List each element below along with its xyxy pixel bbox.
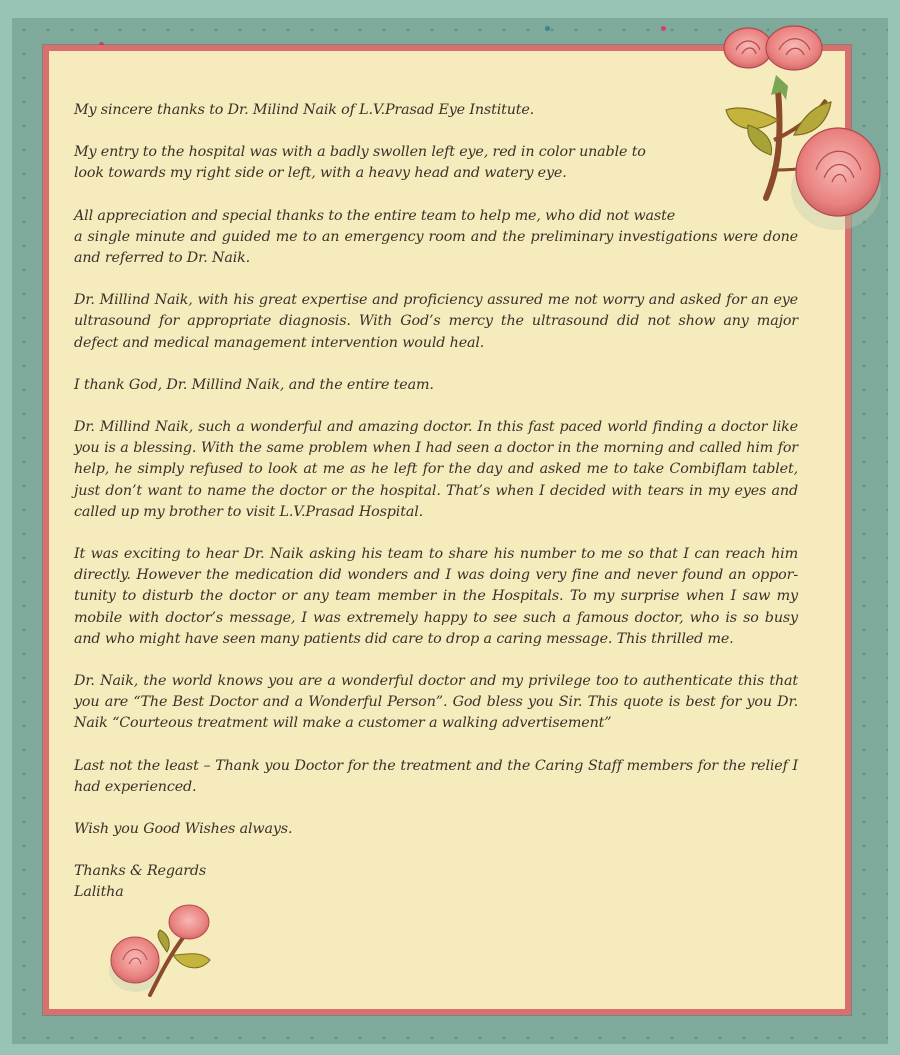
paragraph: I thank God, Dr. Millind Naik, and the entire team. [74,376,434,393]
paragraph: Dr. Naik, the world knows you are a wonderful doctor and my privilege too to authenticate this that you are “The Best Doctor and a Wonderful Person”. God bless you Sir. This quote is best for you Dr. Naik “Courteous treatment will make a customer a walking advertisement” [74,673,798,732]
paragraph-line: All appreciation and special thanks to the entire team to help me, who did not waste [74,207,676,224]
paragraph-line: a single minute and guided me to an emergency room and the preliminary investigations were done and referred to Dr. Naik. [74,228,798,267]
decorative-dot [545,26,550,31]
rose-bouquet-icon [105,900,230,1000]
letter-body [74,100,798,904]
paragraph: It was exciting to hear Dr. Naik asking his team to share his number to me so that I can reach him directly. However the medication did wonders and I was doing very fine and never found an oppor-tunity to disturb the doctor or any team member in the Hospitals. To my surprise when I saw my mobile with doctor’s message, I was extremely happy to see such a famous doctor, who is so busy and who might have seen many patients did care to drop a caring message. This thrilled me. [74,546,798,647]
paragraph: Wish you Good Wishes always. [74,821,293,838]
closing: Thanks & Regards [74,863,207,880]
paragraph: Last not the least – Thank you Doctor for the treatment and the Caring Staff members for the relief I had experienced. [74,757,798,795]
signature: Lalitha [74,884,124,901]
paragraph [74,206,798,270]
paragraph [74,142,798,184]
salutation: My sincere thanks to Dr. Milind Naik of L.V.Prasad Eye Institute. [74,102,535,118]
paragraph: Dr. Millind Naik, such a wonderful and amazing doctor. In this fast paced world finding a doctor like you is a blessing. With the same problem when I had seen a doctor in the morning and called him for help, he simply refused to look at me as he left for the day and asked me to take Combiflam tablet, just don’t want to name the doctor or the hospital. That’s when I decided with tears in my eyes and called up my brother to visit L.V.Prasad Hospital. [74,419,798,520]
paragraph-line: My entry to the hospital was with a badly swollen left eye, red in color unable to [74,144,646,161]
paragraph-line: look towards my right side or left, with a heavy head and watery eye. [74,165,567,182]
decorative-dot [661,26,666,31]
paragraph: Dr. Millind Naik, with his great expertise and proficiency assured me not worry and asked for an eye ultrasound for appropriate diagnosis. With God’s mercy the ultrasound did not show any major defect and medical management intervention would heal. [74,292,798,351]
